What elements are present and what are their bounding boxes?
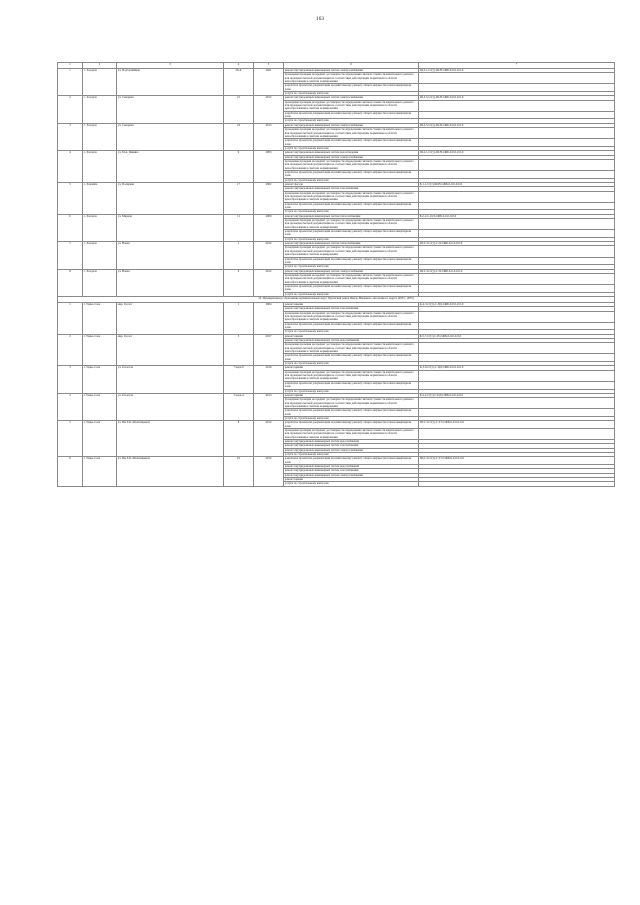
work-type-cell: разработка проектной документации на капитальному ремонту общего имущества в многоквартирном доме [284, 170, 419, 178]
empty-code-cell [419, 428, 615, 439]
year-cell: 2012 [254, 421, 284, 457]
work-type-cell: ремонт внутридомовых инженерных систем электроснабжения [284, 96, 419, 100]
header-cell: 1 [58, 63, 83, 69]
work-type-cell: услуги по строительному контролю [284, 389, 419, 393]
header-cell: 4 [224, 63, 254, 69]
empty-code-cell [419, 284, 615, 292]
page-number: 163 [315, 16, 325, 22]
settlement-cell: с. Халдача [83, 242, 117, 269]
work-type-cell: услуги по строительному контролю [284, 482, 419, 486]
year-cell: 2002 [254, 182, 284, 214]
empty-code-cell [419, 128, 615, 139]
work-type-cell: проведение проверки на предмет достоверности определения сметной стоимости капитального ремонта или проверки сметной документации на соответствие действующим нормативам в области ценообразования в сметном нормировании [284, 128, 419, 139]
settlement-cell: г. Тарко-Сале [83, 366, 117, 393]
work-type-cell: разработка проектной документации на капитальному ремонту общего имущества в многоквартирном доме [284, 139, 419, 147]
year-cell: 2017 [254, 334, 284, 366]
row-number-cell: 5 [58, 182, 83, 214]
capital-repair-table [57, 62, 615, 487]
house-number-cell: 19 [224, 457, 254, 486]
table-row [58, 421, 615, 429]
work-type-cell: ремонт внутридомовых инженерных систем газоснабжения [284, 444, 419, 448]
classification-code-cell: К-4-3-Ст(т)-С-ПД-СЖБ-0-0-0-0-0-0 [419, 302, 615, 306]
street-cell: ул. Полярная [117, 182, 224, 214]
work-type-cell: ремонт внутридомовых инженерных систем водоснабжения [284, 465, 419, 469]
house-number-cell: 17 [224, 182, 254, 214]
work-type-cell: разработка проектной документации на капитальному ремонту общего имущества в многоквартирном доме [284, 284, 419, 292]
work-type-cell: услуги по строительному контролю [284, 265, 419, 269]
empty-code-cell [419, 343, 615, 354]
work-type-cell: ремонт внутридомовых инженерных систем газоснабжения [284, 187, 419, 191]
work-type-cell: услуги по строительному контролю [284, 330, 419, 334]
settlement-cell: г. Тарко-Сале [83, 302, 117, 334]
work-type-cell: ремонт внутридомовых инженерных систем водоснабжения [284, 439, 419, 443]
house-number-cell: 29-А [224, 69, 254, 96]
empty-code-cell [419, 202, 615, 210]
work-type-cell: услуги по строительному контролю [284, 416, 419, 420]
row-number-cell: 5 [58, 421, 83, 457]
work-type-cell: услуги по строительному контролю [284, 146, 419, 150]
row-number-cell: 6 [58, 457, 83, 486]
empty-code-cell [419, 191, 615, 202]
street-cell: ул. М.А. Ямкина [117, 151, 224, 183]
work-type-cell: ремонт крыши [284, 334, 419, 338]
empty-code-cell [419, 311, 615, 322]
house-number-cell: 11 [224, 214, 254, 241]
work-type-cell: ремонт внутридомовых инженерных систем газоснабжения [284, 469, 419, 473]
classification-code-cell: Ш-3-5-Ст(т)-Ш-Н-СЖБ-0-0-0-0-0-0 [419, 123, 615, 127]
header-cell: 7 [419, 63, 615, 69]
empty-code-cell [419, 354, 615, 362]
empty-code-cell [419, 246, 615, 257]
settlement-cell: с. Халдача [83, 96, 117, 123]
empty-code-cell [419, 381, 615, 389]
classification-code-cell: Б-1-1-Ст(т)-Ш-Н-СЖБ-0-0-0-0-0-0 [419, 182, 615, 186]
work-type-cell: услуги по строительному контролю [284, 210, 419, 214]
street-cell: мкр. Геолог [117, 302, 224, 334]
work-type-cell: ремонт внутридомовых инженерных систем электроснабжения [284, 269, 419, 273]
work-type-cell: разработка проектной документации на капитальному ремонту общего имущества в многоквартирном доме [284, 84, 419, 92]
year-cell: 2004 [254, 302, 284, 334]
year-cell: 2013 [254, 393, 284, 420]
settlement-cell: г. Тарко-Сале [83, 457, 117, 486]
header-cell: 5 [254, 63, 284, 69]
work-type-cell: проведение проверки на предмет достоверности определения сметной стоимости капитального ремонта или проверки сметной документации на соответствие действующим нормативам в области ценообразования в сметном нормировании [284, 311, 419, 322]
row-number-cell: 6 [58, 214, 83, 241]
classification-code-cell: Ш-5-3-Ст(т)-С-ТЭ-СЖБ-0-0-0-0-0-0 [419, 421, 615, 429]
work-type-cell: проведение проверки на предмет достоверности определения сметной стоимости капитального ремонта или проверки сметной документации на соответствие действующим нормативам в области ценообразования в сметном нормировании [284, 398, 419, 409]
settlement-cell: с. Халдача [83, 123, 117, 150]
work-type-cell: ремонт внутридомовых инженерных систем теплоснабжения [284, 214, 419, 218]
work-type-cell: проведение проверки на предмет достоверности определения сметной стоимости капитального ремонта или проверки сметной документации на соответствие действующим нормативам в области ценообразования в сметном нормировании [284, 219, 419, 230]
work-type-cell: ремонт крыши [284, 478, 419, 482]
street-cell: ул. Новая [117, 242, 224, 269]
house-number-cell: 1 [224, 242, 254, 269]
empty-code-cell [419, 370, 615, 381]
street-cell: ул. Им Е.К. Шалгинцевой [117, 421, 224, 457]
work-type-cell: услуги по строительному контролю [284, 92, 419, 96]
work-type-cell: проведение проверки на предмет достоверности определения сметной стоимости капитального ремонта или проверки сметной документации на соответствие действующим нормативам в области ценообразования в сметном нормировании [284, 273, 419, 284]
street-cell: ул. Им Е.К. Шалгинцевой [117, 457, 224, 486]
work-type-cell: проведение проверки на предмет достоверности определения сметной стоимости капитального ремонта или проверки сметной документации на соответствие действующим нормативам в области ценообразования в сметном нормировании [284, 100, 419, 111]
empty-code-cell [419, 273, 615, 284]
row-number-cell: 3 [58, 366, 83, 393]
house-number-cell: 9 [224, 151, 254, 183]
header-cell: 6 [284, 63, 419, 69]
section-title: 10. Муниципальное образование муниципальный округ Пуровский район Ямало-Ненецкого автономного округа (2033 - 2035) [58, 296, 615, 302]
classification-code-cell: Ш-3-5-Ст(т)-Ш-Н-СЖБ-0-0-0-0-0-0 [419, 96, 615, 100]
classification-code-cell: Ш-3-1-Ст(т)-Ш-Н-СЖБ-0-0-0-0-0-0 [419, 69, 615, 73]
row-number-cell: 4 [58, 393, 83, 420]
row-number-cell: 2 [58, 96, 83, 123]
empty-code-cell [419, 398, 615, 409]
house-number-cell: 5 [224, 334, 254, 366]
year-cell: 2016 [254, 366, 284, 393]
classification-code-cell: Ш-3-3-Ст(т)-С-П-СЖБ-0-0-0-0-0-0 [419, 269, 615, 273]
work-type-cell: проведение проверки на предмет достоверности определения сметной стоимости капитального ремонта или проверки сметной документации на соответствие действующим нормативам в области ценообразования в сметном нормировании [284, 343, 419, 354]
empty-code-cell [419, 73, 615, 84]
settlement-cell: с. Халдача [83, 151, 117, 183]
work-type-cell: услуги по строительному контролю [284, 237, 419, 241]
row-number-cell: 7 [58, 242, 83, 269]
year-cell: 2013 [254, 123, 284, 150]
year-cell: 2012 [254, 96, 284, 123]
work-type-cell: услуги по строительному контролю [284, 453, 419, 457]
classification-code-cell: Ш-5-3-Ст(т)-С-ТЭ-СЖБ-0-0-0-0-0-0 [419, 457, 615, 465]
empty-code-cell [419, 139, 615, 147]
street-cell: ул. Северная [117, 96, 224, 123]
classification-code-cell: Б-5-7-Ст(т)-С-Н-СЖБ-0-0-0-0-0-0 [419, 334, 615, 338]
classification-code-cell: Ш-2-1-Ст(т)-Ш-Н-СЖБ-0-0-0-0-0-0 [419, 151, 615, 155]
empty-code-cell [419, 482, 615, 486]
header-cell: 2 [83, 63, 117, 69]
house-number-cell: 9 [224, 269, 254, 296]
work-type-cell: ремонт крыши [284, 302, 419, 306]
work-type-cell: ремонт крыши [284, 366, 419, 370]
classification-code-cell: К-5-9-Ст(т)-С-ПД-СЖБ-0-0-0-0-0-0 [419, 366, 615, 370]
work-type-cell: разработка проектной документации на капитальному ремонту общего имущества в многоквартирном доме [284, 111, 419, 119]
settlement-cell: г. Тарко-Сале [83, 393, 117, 420]
empty-code-cell [419, 100, 615, 111]
house-number-cell: 21 [224, 96, 254, 123]
work-type-cell: проведение проверки на предмет достоверности определения сметной стоимости капитального ремонта или проверки сметной документации на соответствие действующим нормативам в области ценообразования в сметном нормировании [284, 73, 419, 84]
year-cell: 2041 [254, 69, 284, 96]
work-type-cell: услуги по строительному контролю [284, 292, 419, 296]
row-number-cell: 3 [58, 123, 83, 150]
year-cell: 2003 [254, 151, 284, 183]
street-cell: ул. Мирная [117, 214, 224, 241]
work-type-cell: ремонт внутридомовых инженерных систем водоснабжения [284, 339, 419, 343]
work-type-cell: проведение проверки на предмет достоверности определения сметной стоимости капитального ремонта или проверки сметной документации на соответствие действующим нормативам в области ценообразования в сметном нормировании [284, 246, 419, 257]
work-type-cell: разработка проектной документации на капитальному ремонту общего имущества в многоквартирном доме [284, 409, 419, 417]
work-type-cell: ремонт внутридомовых инженерных систем газоснабжения [284, 307, 419, 311]
empty-code-cell [419, 170, 615, 178]
work-type-cell: разработка проектной документации на капитальному ремонту общего имущества в многоквартирном доме [284, 230, 419, 238]
work-type-cell: услуги по строительному контролю [284, 178, 419, 182]
work-type-cell: разработка проектной документации на капитальному ремонту общего имущества в многоквартирном доме [284, 457, 419, 465]
house-number-cell: 7 корп.9 [224, 366, 254, 393]
settlement-cell: с. Халдача [83, 269, 117, 296]
work-type-cell: ремонт крыши [284, 393, 419, 397]
year-cell: 2012 [254, 269, 284, 296]
work-type-cell: ремонт внутридомовых инженерных систем электроснабжения [284, 69, 419, 73]
work-type-cell: разработка проектной документации на капитальному ремонту общего имущества в многоквартирном доме [284, 381, 419, 389]
settlement-cell: г. Тарко-Сале [83, 334, 117, 366]
work-type-cell: разработка проектной документации на капитальному ремонту общего имущества в многоквартирном доме [284, 202, 419, 210]
house-number-cell: 8 [224, 421, 254, 457]
work-type-cell: проведение проверки на предмет достоверности определения сметной стоимости капитального ремонта или проверки сметной документации на соответствие действующим нормативам в области ценообразования в сметном нормировании [284, 159, 419, 170]
work-type-cell: ремонт внутридомовых инженерных систем электроснабжения [284, 123, 419, 127]
work-type-cell: ремонт внутридомовых инженерных систем электроснабжения [284, 448, 419, 452]
work-type-cell: проведение проверки на предмет достоверности определения сметной стоимости капитального ремонта или проверки сметной документации на соответствие действующим нормативам в области ценообразования в сметном нормировании [284, 370, 419, 381]
classification-code-cell: Б-2-2-С-0-П-СЖБ-0-0-0-0-0-0 [419, 214, 615, 218]
row-number-cell: 8 [58, 269, 83, 296]
empty-code-cell [419, 257, 615, 265]
row-number-cell: 2 [58, 334, 83, 366]
header-cell: 3 [117, 63, 224, 69]
empty-code-cell [419, 322, 615, 330]
work-type-cell: разработка проектной документации на капитальному ремонту общего имущества в многоквартирном доме [284, 257, 419, 265]
empty-code-cell [419, 159, 615, 170]
work-type-cell: проведение проверки на предмет достоверности определения сметной стоимости капитального ремонта или проверки сметной документации на соответствие действующим нормативам в области ценообразования в сметном нормировании [284, 428, 419, 439]
work-type-cell: ремонт внутридомовых инженерных систем электроснабжения [284, 473, 419, 477]
classification-code-cell: Ш-3-3-Ст(т)-С-П-СЖБ-0-0-0-0-0-0 [419, 242, 615, 246]
empty-code-cell [419, 409, 615, 417]
empty-code-cell [419, 219, 615, 230]
work-type-cell: разработка проектной документации на капитальному ремонту общего имущества в многоквартирном доме [284, 354, 419, 362]
house-number-cell: 23 [224, 123, 254, 150]
settlement-cell: с. Халдача [83, 214, 117, 241]
empty-code-cell [419, 84, 615, 92]
year-cell: 2009 [254, 214, 284, 241]
settlement-cell: с. Халдача [83, 69, 117, 96]
empty-code-cell [419, 230, 615, 238]
year-cell: 2012 [254, 457, 284, 486]
settlement-cell: с. Харампа [83, 182, 117, 214]
house-number-cell: 1 [224, 302, 254, 334]
street-cell: ул. Северная [117, 123, 224, 150]
row-number-cell: 1 [58, 69, 83, 96]
street-cell: ул. Геологов [117, 393, 224, 420]
street-cell: ул. Подгорнийная [117, 69, 224, 96]
classification-code-cell: Б-4-2-Ст(т)-С-ПД-СЖБ-0-0-0-0-0-0 [419, 393, 615, 397]
work-type-cell: ремонт внутридомовых инженерных систем электроснабжения [284, 155, 419, 159]
street-cell: ул. Геологов [117, 366, 224, 393]
work-type-cell: ремонт фасада [284, 182, 419, 186]
work-type-cell: услуги по строительному контролю [284, 119, 419, 123]
empty-code-cell [419, 111, 615, 119]
work-type-cell: ремонт внутридомовых инженерных систем водоотведения [284, 151, 419, 155]
row-number-cell: 1 [58, 302, 83, 334]
table-body [58, 63, 615, 487]
work-type-cell: ремонт внутридомовых инженерных систем теплоснабжения [284, 242, 419, 246]
work-type-cell: разработка проектной документации на капитальному ремонту общего имущества в многоквартирном доме [284, 421, 419, 429]
work-type-cell: услуги по строительному контролю [284, 362, 419, 366]
year-cell: 2012 [254, 242, 284, 269]
street-cell: мкр. Геолог [117, 334, 224, 366]
row-number-cell: 4 [58, 151, 83, 183]
settlement-cell: г. Тарко-Сале [83, 421, 117, 457]
work-type-cell: разработка проектной документации на капитальному ремонту общего имущества в многоквартирном доме [284, 322, 419, 330]
table-row [58, 457, 615, 465]
work-type-cell: проведение проверки на предмет достоверности определения сметной стоимости капитального ремонта или проверки сметной документации на соответствие действующим нормативам в области ценообразования в сметном нормировании [284, 191, 419, 202]
street-cell: ул. Новая [117, 269, 224, 296]
house-number-cell: 7 корп.4 [224, 393, 254, 420]
